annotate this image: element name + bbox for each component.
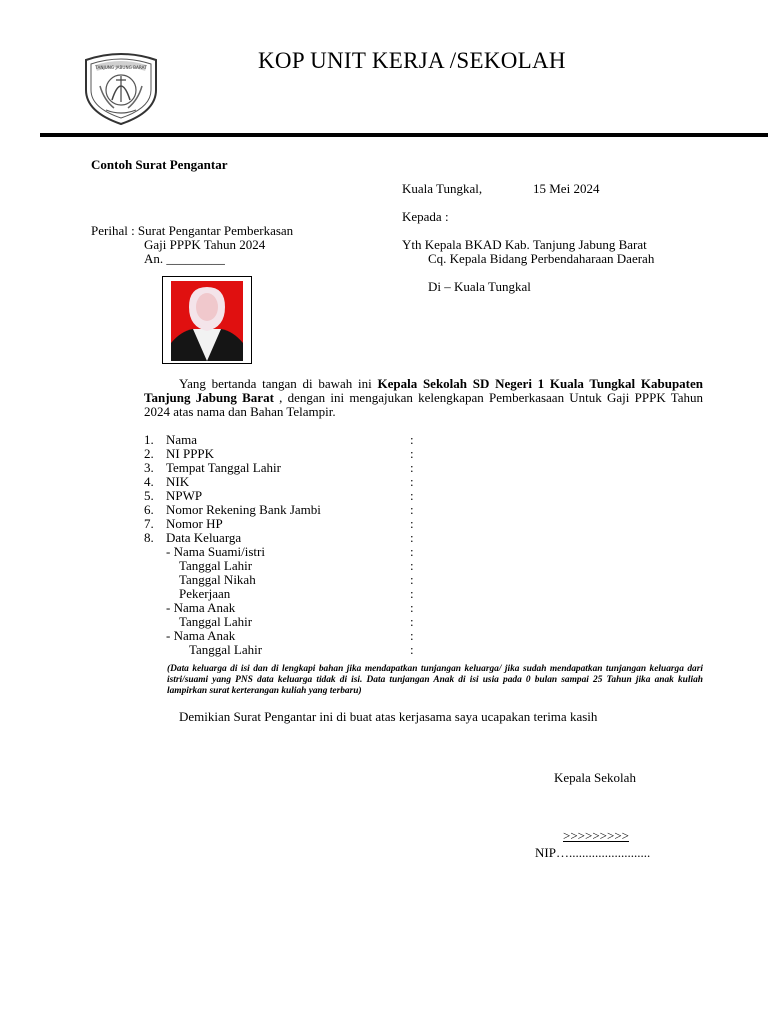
field-colon: : [410, 558, 414, 573]
recipient-kepada: Kepada : [402, 209, 449, 224]
perihal-line-1: Perihal : Surat Pengantar Pemberkasan [91, 223, 294, 238]
field-label: - Nama Suami/istri [166, 544, 265, 559]
signature-name: >>>>>>>>> [563, 828, 629, 843]
field-colon: : [410, 600, 414, 615]
field-colon: : [410, 530, 414, 545]
field-colon: : [410, 460, 414, 475]
field-colon: : [410, 516, 414, 531]
field-label: Tanggal Lahir [179, 558, 253, 573]
field-number: 8. [144, 530, 154, 545]
body-intro: Yang bertanda tangan di bawah ini [179, 376, 372, 391]
signature-title: Kepala Sekolah [554, 770, 636, 785]
field-colon: : [410, 474, 414, 489]
field-number: 5. [144, 488, 154, 503]
field-colon: : [410, 488, 414, 503]
field-number: 7. [144, 516, 154, 531]
body-rest: , dengan ini mengajukan kelengkapan Pemberkasaan Untuk Gaji PPPK Tahun 2024 atas nama dan Bahan Telampir. [144, 390, 703, 419]
field-label: Nomor Rekening Bank Jambi [166, 502, 321, 517]
field-number: 1. [144, 432, 154, 447]
recipient-line-1: Yth Kepala BKAD Kab. Tanjung Jabung Barat [402, 237, 647, 252]
letter-place: Kuala Tungkal, [402, 181, 483, 196]
document-title: Contoh Surat Pengantar [91, 157, 228, 172]
field-colon: : [410, 628, 414, 643]
field-number: 4. [144, 474, 154, 489]
field-label: Tempat Tanggal Lahir [166, 460, 281, 475]
field-colon: : [410, 446, 414, 461]
field-label: - Nama Anak [166, 628, 236, 643]
body-institution: Kepala Sekolah SD Negeri 1 Kuala Tungkal Kabupaten Tanjung Jabung Barat [144, 376, 704, 405]
closing-statement: Demikian Surat Pengantar ini di buat atas kerjasama saya ucapakan terima kasih [179, 709, 598, 724]
person-photo-icon [171, 281, 243, 361]
field-label: NPWP [166, 488, 203, 503]
field-number: 2. [144, 446, 154, 461]
family-data-note: (Data keluarga di isi dan di lengkapi bahan jika mendapatkan tunjangan keluarga/ jika sudah mendapatkan tunjangan keluarga dari istri/suami yang PNS data keluarga tidak di isi. Data tunjangan Anak di isi usia pada 0 bulan sampai 25 Tahun jika anak kuliah lampirkan surat kerterangan kuliah yang terbaru) [167, 664, 703, 696]
letterhead-title: KOP UNIT KERJA /SEKOLAH [258, 48, 566, 73]
field-label: Nomor HP [166, 516, 223, 531]
body-paragraph [144, 377, 703, 419]
recipient-line-2: Cq. Kepala Bidang Perbendaharaan Daerah [428, 251, 655, 266]
field-label: Data Keluarga [166, 530, 242, 545]
field-number: 3. [144, 460, 154, 475]
signature-nip: NIP…......................... [535, 845, 651, 860]
perihal-line-2: Gaji PPPK Tahun 2024 [144, 237, 266, 252]
field-label: NIK [166, 474, 190, 489]
field-label: NI PPPK [166, 446, 215, 461]
letterhead-divider [40, 133, 768, 137]
letter-date: 15 Mei 2024 [533, 181, 600, 196]
field-colon: : [410, 614, 414, 629]
regency-crest-icon [80, 50, 162, 126]
perihal-line-3: An. _________ [144, 251, 225, 266]
field-label: - Nama Anak [166, 600, 236, 615]
applicant-photo [162, 276, 252, 364]
field-colon: : [410, 502, 414, 517]
svg-text:TANJUNG JABUNG BARAT: TANJUNG JABUNG BARAT [95, 65, 147, 70]
identity-field-list [0, 433, 768, 663]
field-label: Tanggal Lahir [189, 642, 263, 657]
field-number: 6. [144, 502, 154, 517]
field-label: Pekerjaan [179, 586, 231, 601]
field-label: Tanggal Lahir [179, 614, 253, 629]
field-colon: : [410, 642, 414, 657]
field-colon: : [410, 572, 414, 587]
field-label: Tanggal Nikah [179, 572, 256, 587]
field-colon: : [410, 432, 414, 447]
field-colon: : [410, 586, 414, 601]
field-colon: : [410, 544, 414, 559]
regency-logo [80, 50, 162, 126]
field-label: Nama [166, 432, 198, 447]
recipient-line-3: Di – Kuala Tungkal [428, 279, 531, 294]
